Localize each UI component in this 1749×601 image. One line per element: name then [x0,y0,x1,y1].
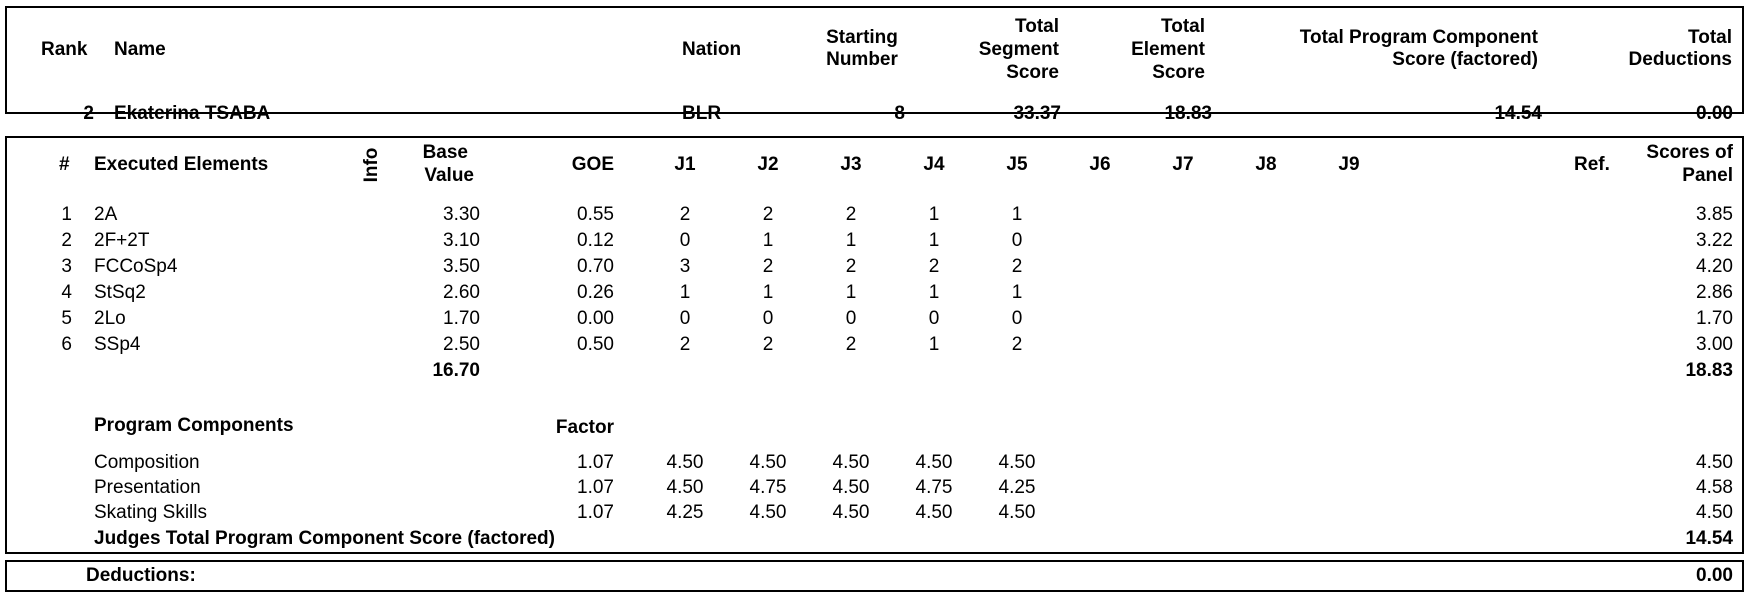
judge-header-j6: J6 [1089,154,1111,175]
skater-pcs: 14.54 [1494,103,1542,124]
component-j2: 4.50 [749,502,787,523]
element-j2: 2 [762,334,774,355]
element-j3: 2 [845,204,857,225]
element-num: 1 [61,204,72,225]
element-j3: 2 [845,256,857,277]
component-j5: 4.50 [998,452,1036,473]
info-header: Info [361,147,382,183]
ref-header: Ref. [1574,154,1610,175]
component-j1: 4.50 [666,452,704,473]
element-goe: 0.12 [577,230,614,251]
pcs-header-line1: Total Program Component [1299,27,1538,48]
component-factor: 1.07 [577,477,614,498]
skater-starting-number: 8 [894,103,905,124]
element-base-value: 3.30 [443,204,480,225]
deductions-value: 0.00 [1696,565,1733,586]
element-goe: 0.55 [577,204,614,225]
element-j2: 1 [762,230,774,251]
element-j3: 2 [845,334,857,355]
element-goe: 0.00 [577,308,614,329]
element-panel-score: 4.20 [1696,256,1733,277]
component-panel-score: 4.50 [1696,502,1733,523]
deductions-header-line1: Total [1688,27,1732,48]
element-j2: 0 [762,308,774,329]
scores-of-panel-header-line1: Scores of [1646,142,1733,163]
component-name: Presentation [94,477,201,498]
element-j4: 0 [928,308,940,329]
element-panel-score: 3.85 [1696,204,1733,225]
component-name: Skating Skills [94,502,207,523]
component-j3: 4.50 [832,502,870,523]
tss-header-line1: Total [1015,16,1059,37]
tss-header-line3: Score [1006,62,1059,83]
executed-elements-header: Executed Elements [94,154,269,175]
element-num: 4 [61,282,72,303]
element-name: SSp4 [94,334,141,355]
element-name: StSq2 [94,282,146,303]
program-components-header: Program Components [94,415,294,436]
element-panel-score: 3.00 [1696,334,1733,355]
element-j5: 1 [1011,204,1023,225]
deductions-box [5,560,1744,592]
element-name: 2A [94,204,118,225]
element-j4: 1 [928,282,940,303]
element-base-value: 3.10 [443,230,480,251]
element-j5: 1 [1011,282,1023,303]
judges-total-pcs-value: 14.54 [1685,528,1733,549]
base-value-total: 16.70 [432,360,480,381]
nation-header: Nation [682,39,742,60]
element-j3: 1 [845,230,857,251]
component-j2: 4.75 [749,477,787,498]
element-goe: 0.50 [577,334,614,355]
judge-header-j1: J1 [674,154,696,175]
element-j1: 0 [679,230,691,251]
judge-header-j3: J3 [840,154,862,175]
element-base-value: 2.60 [443,282,480,303]
judge-header-j2: J2 [757,154,779,175]
skater-nation: BLR [682,103,722,124]
element-num: 3 [61,256,72,277]
element-j1: 2 [679,204,691,225]
element-name: FCCoSp4 [94,256,178,277]
element-j1: 0 [679,308,691,329]
factor-header: Factor [555,417,614,438]
component-factor: 1.07 [577,502,614,523]
element-j3: 0 [845,308,857,329]
component-j3: 4.50 [832,452,870,473]
element-num: 6 [61,334,72,355]
skater-deductions: 0.00 [1696,103,1733,124]
starting-number-header-line1: Starting [826,27,898,48]
element-base-value: 3.50 [443,256,480,277]
component-j5: 4.25 [998,477,1036,498]
base-value-header-line2: Value [424,165,474,186]
element-j2: 1 [762,282,774,303]
element-base-value: 1.70 [443,308,480,329]
element-j4: 1 [928,334,940,355]
element-j1: 1 [679,282,691,303]
skater-name: Ekaterina TSABA [114,103,271,124]
component-j4: 4.50 [915,502,953,523]
deductions-label: Deductions: [86,565,196,586]
component-j5: 4.50 [998,502,1036,523]
element-j5: 2 [1011,334,1023,355]
judge-header-j8: J8 [1255,154,1277,175]
pcs-header-line2: Score (factored) [1392,49,1538,70]
component-j3: 4.50 [832,477,870,498]
element-base-value: 2.50 [443,334,480,355]
element-j1: 3 [679,256,691,277]
judge-header-j7: J7 [1172,154,1194,175]
component-name: Composition [94,452,200,473]
component-j1: 4.50 [666,477,704,498]
element-j3: 1 [845,282,857,303]
element-goe: 0.70 [577,256,614,277]
elements-panel-total: 18.83 [1685,360,1733,381]
element-panel-score: 2.86 [1696,282,1733,303]
component-j4: 4.75 [915,477,953,498]
rank-header: Rank [41,39,88,60]
element-j5: 0 [1011,230,1023,251]
element-panel-score: 1.70 [1696,308,1733,329]
element-name: 2Lo [94,308,126,329]
element-j4: 1 [928,204,940,225]
element-goe: 0.26 [577,282,614,303]
judge-header-j4: J4 [923,154,945,175]
element-j5: 0 [1011,308,1023,329]
element-name: 2F+2T [94,230,150,251]
tes-header-line2: Element [1131,39,1205,60]
component-factor: 1.07 [577,452,614,473]
element-j5: 2 [1011,256,1023,277]
judge-header-j5: J5 [1006,154,1028,175]
skater-rank: 2 [83,103,94,124]
element-num: 2 [61,230,72,251]
judges-total-pcs-label: Judges Total Program Component Score (factored) [94,528,555,549]
skater-tes: 18.83 [1164,103,1212,124]
element-j4: 2 [928,256,940,277]
judge-header-j9: J9 [1338,154,1360,175]
base-value-header-line1: Base [422,142,468,163]
starting-number-header-line2: Number [826,49,898,70]
skater-tss: 33.37 [1013,103,1061,124]
element-panel-score: 3.22 [1696,230,1733,251]
element-j1: 2 [679,334,691,355]
element-num: 5 [61,308,72,329]
tes-header-line1: Total [1161,16,1205,37]
tss-header-line2: Segment [978,39,1059,60]
component-panel-score: 4.58 [1696,477,1733,498]
component-j2: 4.50 [749,452,787,473]
name-header: Name [114,39,166,60]
deductions-header-line2: Deductions [1628,49,1732,70]
element-j2: 2 [762,204,774,225]
element-j4: 1 [928,230,940,251]
component-j4: 4.50 [915,452,953,473]
goe-header: GOE [571,154,614,175]
component-panel-score: 4.50 [1696,452,1733,473]
num-header: # [59,154,70,175]
tes-header-line3: Score [1152,62,1205,83]
element-j2: 2 [762,256,774,277]
scores-of-panel-header-line2: Panel [1682,165,1733,186]
component-j1: 4.25 [666,502,704,523]
